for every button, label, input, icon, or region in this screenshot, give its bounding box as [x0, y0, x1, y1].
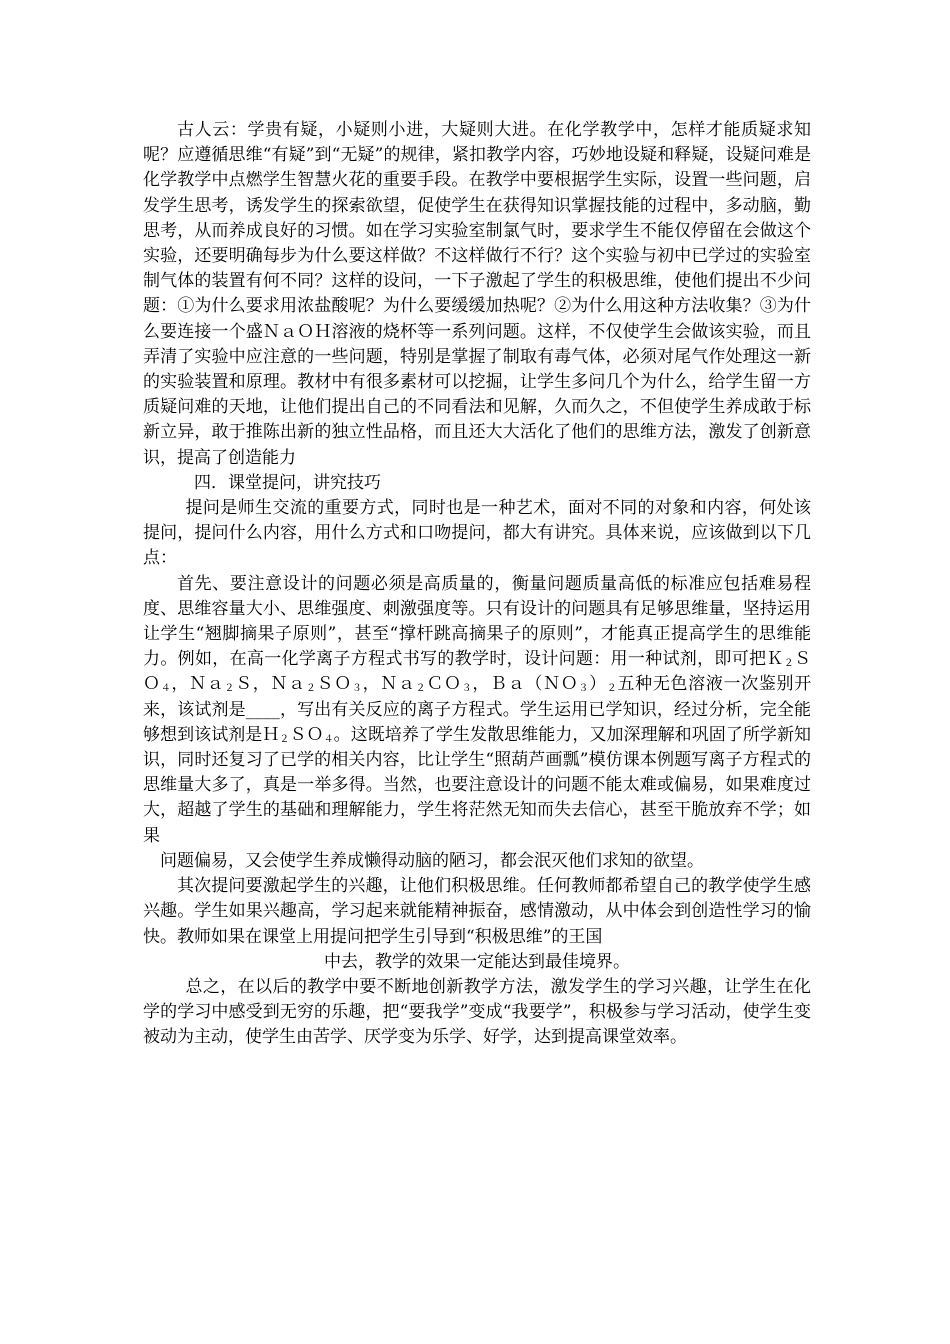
first-point-tail: 问题偏易，又会使学生养成懒得动脑的陋习，都会泯灭他们求知的欲望。	[160, 850, 704, 871]
formula-h2so4: Ｈ$_2$ＳＯ$_4$	[262, 724, 334, 745]
formula-ba-no3-2: $Ba(NO_3)_2$	[490, 674, 618, 695]
formula-na2s: Ｎａ$_2$Ｓ	[189, 674, 253, 695]
paragraph-questioning-art: 提问是师生交流的重要方式，同时也是一种艺术，面对不同的对象和内容，何处该提问，提问什么内容，用什么方式和口吻提问，都大有讲究。具体来说，应该做到以下几点：	[143, 498, 811, 569]
section-heading-4: 四．课堂提问，讲究技巧	[194, 472, 381, 493]
first-point-text-2: 五种无色溶液一次鉴别开来，该试剂是____，写出有关反应的离子方程式。学生运用已学知识，经过分析，完全能够想到该试剂是	[143, 674, 812, 745]
paragraph-questioning-intro: 古人云：学贵有疑，小疑则小进，大疑则大进。在化学教学中，怎样才能质疑求知呢？应遵循思维“有疑”到“无疑”的规律，紧扣教学内容，巧妙地设疑和释疑，设疑问难是化学教学中点燃学生智慧火花的重要手段。在教学中要根据学生实际，设置一些问题，启发学生思考，诱发学生的探索欲望，促使学生在获得知识掌握技能的过程中，多动脑，勤思考，从而养成良好的习惯。如在学习实验室制氯气时，要求学生不能仅停留在会做这个实验，还要明确每步为什么要这样做？不这样做行不行？这个实验与初中已学过的实验室制气体的装置有何不同？这样的设问，一下子激起了学生的积极思维，使他们提出不少问题：①为什么要求用浓盐酸呢？为什么要缓缓加热呢？②为什么用这种方法收集？③为什么要连接一个盛ＮａＯＨ溶液的烧杯等一系列问题。这样，不仅使学生会做该实验，而且弄清了实验中应注意的一些问题，特别是掌握了制取有毒气体，必须对尾气作处理这一新的实验装置和原理。教材中有很多素材可以挖掘，让学生多问几个为什么，给学生留一方质疑问难的天地，让他们提出自己的不同看法和见解，久而久之，不但使学生养成敢于标新立异，敢于推陈出新的独立性品格，而且还大大活化了他们的思维方法，激发了创新意识，提高了创造能力	[143, 120, 811, 468]
second-point-tail: 中去，教学的效果一定能达到最佳境界。	[324, 951, 630, 972]
paragraph-first-point: 首先、要注意设计的问题必须是高质量的，衡量问题质量高低的标准应包括难易程度、思维容量大小、思维强度、刺激强度等。只有设计的问题具有足够思维量，坚持运用让学生“翘脚摘果子原则”，甚至“撑杆跳高摘果子的原则”，才能真正提高学生的思维能力。例如，在高一化学离子方程式书写的教学时，设计问题：用一种试剂，即可把Ｋ$_2$ＳＯ$_4$，Ｎａ$_2$Ｓ，Ｎａ$_2$ＳＯ$_3$，Ｎａ$_2$ＣＯ$_3$，$Ba(NO_3)_2$五种无色溶液一次鉴别开来，该试剂是____，写出有关反应的离子方程式。学生运用已学知识，经过分析，完全能够想到该试剂是Ｈ$_2$ＳＯ$_4$。这既培养了学生发散思维能力，又加深理解和巩固了所学新知识，同时还复习了已学的相关内容，比让学生“照葫芦画瓢”模仿课本例题写离子方程式的思维量大多了，真是一举多得。当然，也要注意设计的问题不能太难或偏易，如果难度过大，超越了学生的基础和理解能力，学生将茫然无知而失去信心，甚至干脆放弃不学；如果 问题偏易，又会使学生养成懒得动脑的陋习，都会泯灭他们求知的欲望。	[143, 572, 811, 874]
formula-k2so4: Ｋ$_2$ＳＯ$_4$	[143, 649, 812, 695]
first-point-text-3: 。这既培养了学生发散思维能力，又加深理解和巩固了所学新知识，同时还复习了已学的相关内容，比让学生“照葫芦画瓢”模仿课本例题写离子方程式的思维量大多了，真是一举多得。当然，也要注意设计的问题不能太难或偏易，如果难度过大，超越了学生的基础和理解能力，学生将茫然无知而失去信心，甚至干脆放弃不学；如果	[143, 724, 812, 846]
document-page	[143, 118, 811, 1051]
paragraph-conclusion: 总之，在以后的教学中要不断地创新教学方法，激发学生的学习兴趣，让学生在化学的学习中感受到无穷的乐趣，把“要我学”变成“我要学”，积极参与学习活动，使学生变被动为主动，使学生由苦学、厌学变为乐学、好学，达到提高课堂效率。	[143, 976, 811, 1048]
formula-na2so3: Ｎａ$_2$ＳＯ$_3$	[270, 674, 363, 695]
first-point-text-1: 首先、要注意设计的问题必须是高质量的，衡量问题质量高低的标准应包括难易程度、思维容量大小、思维强度、刺激强度等。只有设计的问题具有足够思维量，坚持运用让学生“翘脚摘果子原则”，甚至“撑杆跳高摘果子的原则”，才能真正提高学生的思维能力。例如，在高一化学离子方程式书写的教学时，设计问题：用一种试剂，即可把	[143, 573, 811, 670]
paragraph-second-point: 其次提问要激起学生的兴趣，让他们积极思维。任何教师都希望自己的教学使学生感兴趣。学生如果兴趣高，学习起来就能精神振奋，感情激动，从中体会到创造性学习的愉快。教师如果在课堂上用提问把学生引导到“积极思维”的王国	[143, 876, 811, 947]
formula-na2co3: Ｎａ$_2$ＣＯ$_3$	[380, 674, 473, 695]
